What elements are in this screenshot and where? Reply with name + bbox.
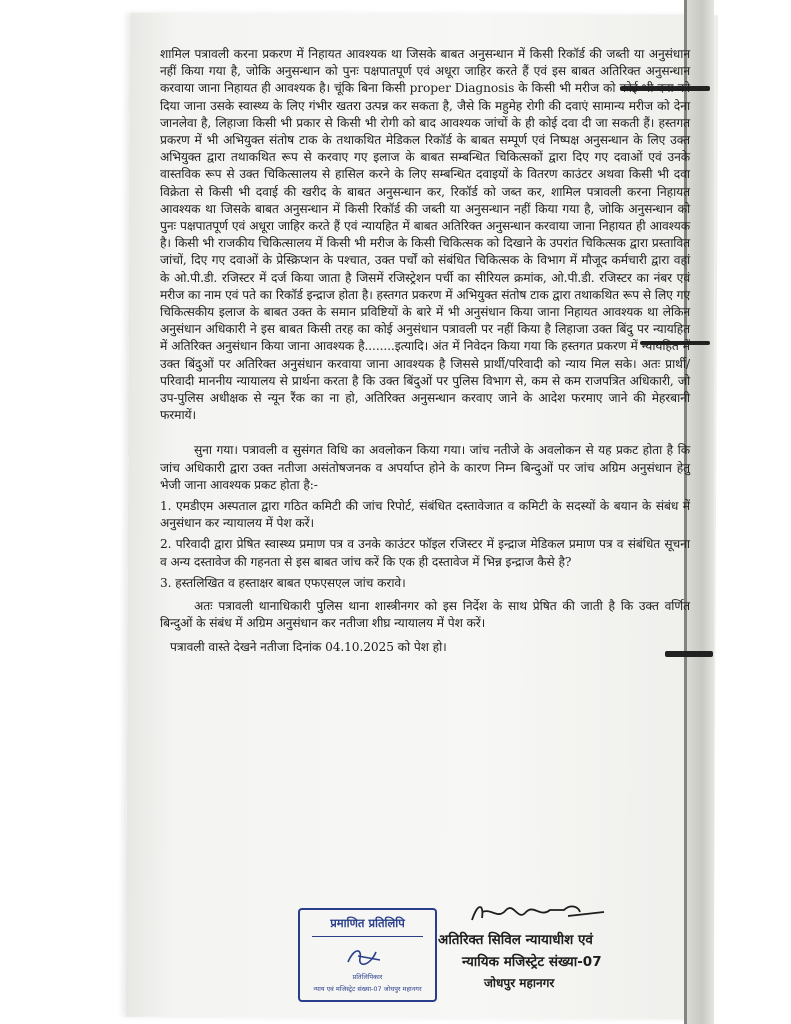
stamp-signature-icon xyxy=(340,944,390,970)
stamp-divider xyxy=(312,936,423,937)
handwritten-signature-icon xyxy=(468,900,608,928)
document-body xyxy=(160,46,690,656)
order-point-3: 3. हस्तलिखित व हस्ताक्षर बाबत एफएसएल जांच करावे। xyxy=(160,575,406,590)
paragraph-forwarding: अतः पत्रावली थानाधिकारी पुलिस थाना शास्त्रीनगर को इस निर्देश के साथ प्रेषित की जाती है कि उक्त वर्णित बिन्दुओं के संबंध में अग्रिम अनुसंधान कर नतीजा शीघ्र न्यायालय में पेश करें। xyxy=(160,599,690,631)
paragraph-next-date: पत्रावली वास्ते देखने नतीजा दिनांक 04.10.2025 को पेश हो। xyxy=(170,639,447,654)
order-point-1: 1. एमडीएम अस्पताल द्वारा गठित कमिटी की जांच रिपोर्ट, संबंधित दस्तावेजात व कमिटी के सदस्यों के बयान के संबंध में अनुसंधान कर न्यायालय में पेश करें। xyxy=(160,499,690,531)
stamp-line-1: प्रतिलिपिकार xyxy=(352,973,383,981)
stamp-title: प्रमाणित प्रतिलिपि xyxy=(330,916,405,930)
designation-line-1: अतिरिक्त सिविल न्यायाधीश एवं xyxy=(438,932,593,948)
certified-copy-stamp xyxy=(298,908,437,1002)
paragraph-arguments: शामिल पत्रावली करना प्रकरण में निहायत आवश्यक था जिसके बाबत अनुसन्धान में किसी रिकॉर्ड की जब्ती या अनुसंधान नहीं किया गया है, जोकि अनुसन्धान को पुनः पक्षपातपूर्ण एवं अधूरा जाहिर करते हैं एवं इस बाबत अतिरिक्त अनुसन्धान करवाया जाना निहायत ही आवश्यक है। चूंकि बिना किसी proper Diagnosis के किसी भी मरीज को कोई भी दवा को दिया जाना उसके स्वास्थ्य के लिए गंभीर खतरा उत्पन्न कर सकता है, जैसे कि महुमेह रोगी की दवाएं सामान्य मरीज को देना जानलेवा है, लिहाजा किसी भी प्रकार से किसी भी रोगी को बाद आवश्यक जांचों के ही कोई दवा दी जा सकती हैं। हस्तगत प्रकरण में भी अभियुक्त संतोष टाक के तथाकथित मेडिकल रिकॉर्ड के बाबत सम्पूर्ण एवं निष्पक्ष अनुसन्धान के लिए उक्त अभियुक्त द्वारा तथाकथित रूप से करवाए गए इलाज के बाबत सम्बन्धित चिकित्सकों द्वारा दिए गए दवाओं एवं उनके वास्तविक रूप से उक्त चिकित्सालय से हासिल करने के लिए सम्बन्धित दवाइयों के वितरण काउंटर अथवा किसी भी दवा विक्रेता से किसी भी दवाई की खरीद के बाबत अनुसन्धान कर, रिकॉर्ड को जब्त कर, शामिल पत्रावली करना निहायत आवश्यक था जिसके बाबत अनुसन्धान में किसी रिकॉर्ड की जब्ती या अनुसन्धान नहीं किया गया है, जोकि अनुसन्धान को पुनः पक्षपातपूर्ण एवं अधूरा जाहिर करते हैं एवं न्यायहित में बाबत अतिरिक्त अनुसन्धान करवाया जाना निहायत ही आवश्यक है। किसी भी राजकीय चिकित्सालय में किसी भी मरीज के किसी चिकित्सक को दिखाने के उपरांत चिकित्सक द्वारा प्रस्तावित जांचों, दिए गए दवाओं के प्रेस्क्रिप्शन के पश्चात, उक्त पर्चों को संबंधित चिकित्सक के विभाग में मौजूद कर्मचारी द्वारा वहां के ओ.पी.डी. रजिस्टर में दर्ज किया जाता है जिसमें रजिस्ट्रेशन पर्ची का सीरियल क्रमांक, ओ.पी.डी. रजिस्टर का नंबर एवं मरीज का नाम एवं पते का रिकॉर्ड इन्द्राज होता है। हस्तगत प्रकरण में अभियुक्त संतोष टाक द्वारा तथाकथित रूप से लिए गए चिकित्सकीय इलाज के बाबत उक्त के समान प्रविष्टियों के बारे में भी अनुसंधान किया जाना निहायत आवश्यक था लेकिन अनुसंधान अधिकारी ने इस बाबत किसी तरह का कोई अनुसंधान पत्रावली पर नहीं किया है लिहाजा उक्त बिंदु पर न्यायहित में अतिरिक्त अनुसंधान किया जाना आवश्यक है........इत्यादि। अंत में निवेदन किया गया कि हस्तगत प्रकरण में न्यायहित में उक्त बिंदुओं पर अतिरिक्त अनुसंधान करवाया जाना आवश्यक है जिससे प्रार्थी/परिवादी को न्याय मिल सके। अतः प्रार्थी/परिवादी माननीय न्यायालय से प्रार्थना करता है कि उक्त बिंदुओं पर पुलिस विभाग से, कम से कम राजपत्रित अधिकारी, जो उप-पुलिस अधीक्षक से न्यून रैंक का ना हो, अतिरिक्त अनुसन्धान करवाए जाने के आदेश फरमाए जाने की मेहरबानी फरमायें। xyxy=(160,47,690,423)
stamp-line-2: न्याय एवं मजिस्ट्रेट संख्या-07 जोधपुर महानगर xyxy=(313,985,422,993)
order-point-2: 2. परिवादी द्वारा प्रेषित स्वास्थ्य प्रमाण पत्र व उनके काउंटर फॉइल रजिस्टर में इन्द्राज मेडिकल प्रमाण पत्र व संबंधित सूचना व अन्य दस्तावेज की गहनता से इस बाबत जांच करें कि एक ही दस्तावेज में भिन्न इन्द्राज कैसे है? xyxy=(160,537,690,569)
paragraph-order: सुना गया। पत्रावली व सुसंगत विधि का अवलोकन किया गया। जांच नतीजे के अवलोकन से यह प्रकट होता है कि जांच अधिकारी द्वारा उक्त नतीजा असंतोषजनक व अपर्याप्त होने के कारण निम्न बिन्दुओं पर जांच अग्रिम अनुसंधान हेतु भेजी जाना आवश्यक प्रकट होता है:- xyxy=(160,443,690,492)
designation-line-3: जोधपुर महानगर xyxy=(484,976,555,990)
designation-line-2: न्यायिक मजिस्ट्रेट संख्या-07 xyxy=(462,954,602,970)
